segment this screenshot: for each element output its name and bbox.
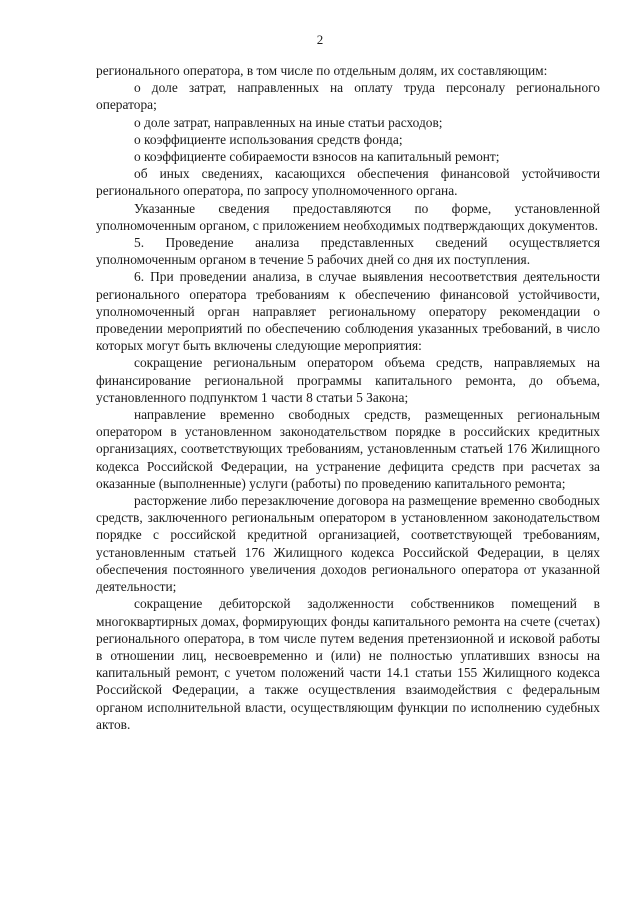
- paragraph-item-fund-usage: о коэффициенте использования средств фонда;: [134, 131, 403, 147]
- paragraph-item-collection-rate: о коэффициенте собираемости взносов на капитальный ремонт;: [134, 149, 500, 165]
- paragraph-measure-free-funds: направление временно свободных средств, размещенных региональным оператором в установленном законодательством порядке в российских кредитных организациях, соответствующих требованиям, установленным статьей 176 Жилищного кодекса Российской Федерации, на устранение дефицита средств при расчетах за оказанные (выполненные) услуги (работы) по проведению капитального ремонта;: [96, 407, 600, 491]
- paragraph-measure-reduction: сокращение региональным оператором объема средств, направляемых на финансирование региональной программы капитального ремонта, до объема, установленного подпунктом 1 части 8 статьи 5 Закона;: [96, 355, 600, 405]
- paragraph-form-note: Указанные сведения предоставляются по форме, установленной уполномоченным органом, с приложением необходимых подтверждающих документов.: [96, 200, 600, 233]
- paragraph-item-labor-costs: о доле затрат, направленных на оплату труда персоналу регионального оператора;: [96, 80, 600, 113]
- paragraph-item-other-costs: о доле затрат, направленных на иные статьи расходов;: [134, 114, 443, 130]
- document-body: [96, 62, 600, 733]
- paragraph-measure-receivables: сокращение дебиторской задолженности собственников помещений в многоквартирных домах, формирующих фонды капитального ремонта на счете (счетах) регионального оператора, в том числе путем ведения претензионной и исковой работы в отношении лиц, несвоевременно и (или) не полностью уплативших взносы на капитальный ремонт, с учетом положений части 14.1 статьи 155 Жилищного кодекса Российской Федерации, а также осуществления взаимодействия с федеральным органом исполнительной власти, осуществляющим функции по исполнению судебных актов.: [96, 596, 600, 732]
- paragraph-item-other-info: об иных сведениях, касающихся обеспечения финансовой устойчивости регионального оператора, по запросу уполномоченного органа.: [96, 166, 600, 199]
- paragraph-clause-6: 6. При проведении анализа, в случае выявления несоответствия деятельности регионального оператора требованиям к обеспечению финансовой устойчивости, уполномоченный орган направляет региональному оператору рекомендации о проведении мероприятий по обеспечению соблюдения указанных требований, в число которых могут быть включены следующие мероприятия:: [96, 269, 600, 354]
- paragraph-continuation: регионального оператора, в том числе по отдельным долям, их составляющим:: [96, 63, 548, 78]
- paragraph-measure-contract: расторжение либо перезаключение договора на размещение временно свободных средств, заключенного региональным оператором в установленном законодательством порядке с российской кредитной организацией, соответствующей требованиям, установленным статьей 176 Жилищного кодекса Российской Федерации, в целях обеспечения постоянного увеличения доходов регионального оператора от указанной деятельности;: [96, 493, 600, 595]
- paragraph-clause-5: 5. Проведение анализа представленных сведений осуществляется уполномоченным органом в течение 5 рабочих дней со дня их поступления.: [96, 235, 600, 268]
- page-number: 2: [316, 32, 324, 47]
